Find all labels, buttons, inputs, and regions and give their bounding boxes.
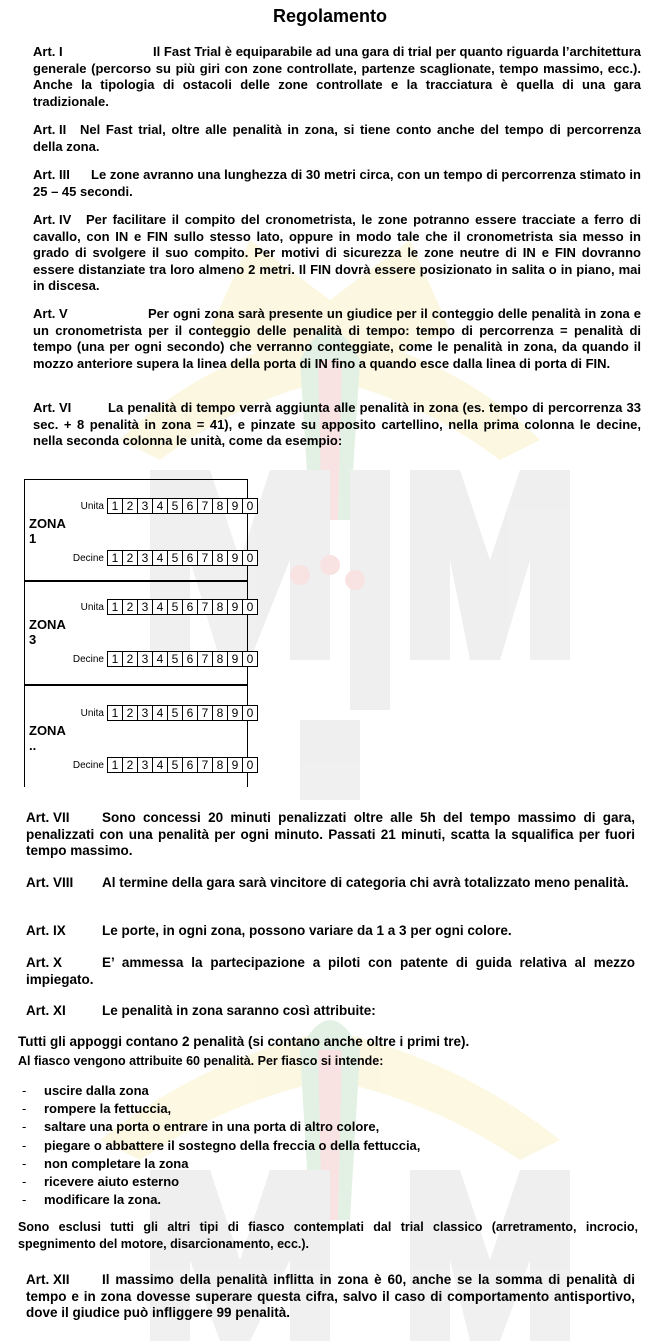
unita-label: Unita bbox=[80, 602, 104, 613]
zone-card bbox=[24, 684, 254, 787]
zona-label: ZONA bbox=[29, 516, 66, 531]
digit-box[interactable]: 4 bbox=[152, 498, 168, 514]
zona-label: ZONA bbox=[29, 617, 66, 632]
article-4 bbox=[33, 212, 641, 295]
appoggi-rule: Tutti gli appoggi contano 2 penalità (si contano anche oltre i primi tre). bbox=[18, 1034, 470, 1049]
digit-box[interactable]: 9 bbox=[227, 550, 243, 566]
zona-number: 1 bbox=[29, 531, 37, 546]
digit-box[interactable]: 2 bbox=[122, 705, 138, 721]
list-item: - saltare una porta o entrare in una porta di altro colore, bbox=[22, 1119, 380, 1135]
digit-box[interactable]: 8 bbox=[212, 599, 228, 615]
unita-label: Unita bbox=[80, 708, 104, 719]
article-text: Al termine della gara sarà vincitore di categoria chi avrà totalizzato meno penalità. bbox=[102, 875, 629, 890]
unita-row bbox=[25, 705, 254, 721]
digit-box[interactable]: 2 bbox=[122, 651, 138, 667]
list-item: - piegare o abbattere il sostegno della freccia o della fettuccia, bbox=[22, 1137, 421, 1153]
decine-label: Decine bbox=[72, 654, 104, 665]
article-label: Art. I bbox=[33, 44, 63, 59]
digit-box[interactable]: 5 bbox=[167, 705, 183, 721]
digit-box[interactable]: 5 bbox=[167, 498, 183, 514]
digit-box[interactable]: 6 bbox=[182, 651, 198, 667]
zona-name bbox=[29, 516, 66, 546]
digit-box[interactable]: 3 bbox=[137, 705, 153, 721]
digit-box[interactable]: 3 bbox=[137, 550, 153, 566]
digit-box[interactable]: 4 bbox=[152, 705, 168, 721]
digit-box[interactable]: 8 bbox=[212, 757, 228, 773]
digit-box[interactable]: 6 bbox=[182, 757, 198, 773]
fiasco-list bbox=[22, 1082, 420, 1209]
article-text: Il Fast Trial è equiparabile ad una gara di trial per quanto riguarda l’architettura generale (percorso su più giri con zone controllate, partenze scaglionate, tempo massimo, ecc.). Anche la tipologia di ostacoli delle zone controllate e la tracciatura è quella di una gara tradizionale. bbox=[33, 44, 641, 109]
zona-number: 3 bbox=[29, 632, 37, 647]
digit-box[interactable]: 8 bbox=[212, 651, 228, 667]
unita-row bbox=[25, 498, 254, 514]
digit-box[interactable]: 4 bbox=[152, 599, 168, 615]
article-label: Art. VII bbox=[26, 810, 70, 825]
article-label: Art. IX bbox=[26, 923, 66, 938]
page-title: Regolamento bbox=[272, 6, 387, 26]
article-12 bbox=[26, 1272, 635, 1322]
digit-box[interactable]: 2 bbox=[122, 550, 138, 566]
list-item: - non completare la zona bbox=[22, 1155, 189, 1171]
digit-box[interactable]: 3 bbox=[137, 757, 153, 773]
article-label: Art. IV bbox=[33, 212, 72, 227]
zone-card bbox=[24, 479, 254, 582]
digit-box[interactable]: 0 bbox=[242, 705, 258, 721]
article-10 bbox=[26, 955, 635, 988]
digit-box[interactable]: 5 bbox=[167, 599, 183, 615]
fiasco-intro: Al fiasco vengono attribuite 60 penalità. Per fiasco si intende: bbox=[18, 1054, 384, 1068]
decine-label: Decine bbox=[72, 553, 104, 564]
digit-box[interactable]: 1 bbox=[107, 498, 123, 514]
article-9 bbox=[26, 923, 635, 940]
article-label: Art. VI bbox=[33, 400, 72, 415]
digit-box[interactable]: 7 bbox=[197, 651, 213, 667]
digit-grid bbox=[107, 705, 258, 721]
article-text: Il massimo della penalità inflitta in zona è 60, anche se la somma di penalità di tempo e in zona dovesse superare questa cifra, salvo il caso di comportamento antisportivo, dove il giudice può infliggere 99 penalità. bbox=[26, 1272, 635, 1321]
digit-grid bbox=[107, 550, 258, 566]
digit-box[interactable]: 5 bbox=[167, 550, 183, 566]
article-text: Sono concessi 20 minuti penalizzati oltre alle 5h del tempo massimo di gara, penalizzati con una penalità per ogni minuto. Passati 21 minuti, scatta la squalifica per fuori tempo massimo. bbox=[26, 810, 635, 859]
digit-box[interactable]: 2 bbox=[122, 498, 138, 514]
article-text: Per ogni zona sarà presente un giudice per il conteggio delle penalità in zona e un cronometrista per il conteggio delle penalità di tempo: tempo di percorrenza = penalità di tempo (una per ogni secondo) che verranno conteggiate, come le penalità in zona, da quando il mozzo anteriore supera la linea della porta di IN fino a quando esce dalla linea di porta di FIN. bbox=[33, 306, 641, 371]
digit-box[interactable]: 8 bbox=[212, 498, 228, 514]
digit-box[interactable]: 9 bbox=[227, 651, 243, 667]
article-label: Art. X bbox=[26, 955, 63, 970]
article-label: Art. XII bbox=[26, 1272, 70, 1287]
unita-label: Unita bbox=[80, 501, 104, 512]
digit-box[interactable]: 5 bbox=[167, 651, 183, 667]
article-text: E’ ammessa la partecipazione a piloti con patente di guida relativa al mezzo impiegato. bbox=[26, 955, 635, 987]
article-text: Le penalità in zona saranno così attribuite: bbox=[102, 1003, 376, 1018]
digit-box[interactable]: 6 bbox=[182, 599, 198, 615]
digit-box[interactable]: 6 bbox=[182, 498, 198, 514]
digit-box[interactable]: 2 bbox=[122, 757, 138, 773]
digit-box[interactable]: 9 bbox=[227, 599, 243, 615]
decine-row bbox=[25, 550, 254, 566]
digit-box[interactable]: 4 bbox=[152, 651, 168, 667]
digit-box[interactable]: 1 bbox=[107, 599, 123, 615]
list-item: - uscire dalla zona bbox=[22, 1083, 149, 1098]
digit-grid bbox=[107, 498, 258, 514]
digit-box[interactable]: 5 bbox=[167, 757, 183, 773]
article-1 bbox=[33, 44, 641, 110]
digit-box[interactable]: 7 bbox=[197, 705, 213, 721]
digit-box[interactable]: 0 bbox=[242, 599, 258, 615]
decine-label: Decine bbox=[72, 760, 104, 771]
article-text: Per facilitare il compito del cronometrista, le zone potranno essere tracciate a ferro di cavallo, con IN e FIN sullo stesso lato, oppure in modo tale che il cronometrista sia messo in grado di svolgere il suo compito. Per motivi di sicurezza le zone neutre di IN e FIN dovranno essere distanziate tra loro almeno 2 metri. Il FIN dovrà essere posizionato in salita o in piano, mai in discesa. bbox=[33, 212, 641, 294]
digit-box[interactable]: 9 bbox=[227, 757, 243, 773]
digit-box[interactable]: 7 bbox=[197, 757, 213, 773]
zone-card bbox=[24, 580, 254, 686]
digit-box[interactable]: 0 bbox=[242, 498, 258, 514]
list-item: - ricevere aiuto esterno bbox=[22, 1174, 180, 1190]
zona-name bbox=[29, 723, 66, 753]
digit-box[interactable]: 1 bbox=[107, 705, 123, 721]
article-label: Art. V bbox=[33, 306, 68, 321]
digit-box[interactable]: 0 bbox=[242, 550, 258, 566]
esclusi-note: Sono esclusi tutti gli altri tipi di fiasco contemplati dal trial classico (arretramento, incrocio, spegnimento del motore, disarcionamento, ecc.). bbox=[18, 1220, 638, 1251]
article-5 bbox=[33, 306, 641, 372]
digit-box[interactable]: 8 bbox=[212, 550, 228, 566]
article-label: Art. III bbox=[33, 167, 70, 182]
article-8 bbox=[26, 875, 635, 892]
digit-box[interactable]: 4 bbox=[152, 550, 168, 566]
digit-box[interactable]: 9 bbox=[227, 705, 243, 721]
article-label: Art. II bbox=[33, 122, 67, 137]
article-label: Art. VIII bbox=[26, 875, 74, 890]
decine-row bbox=[25, 757, 254, 773]
list-item: - rompere la fettuccia, bbox=[22, 1101, 172, 1117]
digit-box[interactable]: 2 bbox=[122, 599, 138, 615]
digit-box[interactable]: 6 bbox=[182, 550, 198, 566]
digit-box[interactable]: 1 bbox=[107, 651, 123, 667]
digit-box[interactable]: 7 bbox=[197, 599, 213, 615]
digit-box[interactable]: 1 bbox=[107, 757, 123, 773]
digit-box[interactable]: 3 bbox=[137, 599, 153, 615]
digit-box[interactable]: 3 bbox=[137, 651, 153, 667]
digit-grid bbox=[107, 599, 258, 615]
digit-box[interactable]: 0 bbox=[242, 651, 258, 667]
list-item: - modificare la zona. bbox=[22, 1192, 162, 1208]
article-text: Le porte, in ogni zona, possono variare da 1 a 3 per ogni colore. bbox=[102, 923, 512, 938]
zona-number: .. bbox=[29, 738, 37, 753]
zona-label: ZONA bbox=[29, 723, 66, 738]
digit-box[interactable]: 6 bbox=[182, 705, 198, 721]
decine-row bbox=[25, 651, 254, 667]
digit-box[interactable]: 7 bbox=[197, 498, 213, 514]
unita-row bbox=[25, 599, 254, 615]
digit-box[interactable]: 4 bbox=[152, 757, 168, 773]
digit-grid bbox=[107, 757, 258, 773]
article-3 bbox=[33, 167, 641, 200]
article-6 bbox=[33, 400, 641, 450]
article-7 bbox=[26, 810, 635, 860]
digit-box[interactable]: 9 bbox=[227, 498, 243, 514]
article-11 bbox=[26, 1003, 635, 1020]
article-text: La penalità di tempo verrà aggiunta alle penalità in zona (es. tempo di percorrenza 33 sec. + 8 penalità in zona = 41), e pinzate su apposito cartellino, nella prima colonna le decine, nella seconda colonna le unità, come da esempio: bbox=[33, 400, 641, 449]
article-2 bbox=[33, 122, 641, 155]
zona-name bbox=[29, 617, 66, 647]
article-label: Art. XI bbox=[26, 1003, 66, 1018]
digit-box[interactable]: 1 bbox=[107, 550, 123, 566]
digit-box[interactable]: 7 bbox=[197, 550, 213, 566]
digit-box[interactable]: 8 bbox=[212, 705, 228, 721]
article-text: Nel Fast trial, oltre alle penalità in zona, si tiene conto anche del tempo di percorrenza della zona. bbox=[33, 122, 641, 154]
digit-grid bbox=[107, 651, 258, 667]
digit-box[interactable]: 0 bbox=[242, 757, 258, 773]
example-cartellino bbox=[24, 479, 254, 786]
digit-box[interactable]: 3 bbox=[137, 498, 153, 514]
article-text: Le zone avranno una lunghezza di 30 metri circa, con un tempo di percorrenza stimato in 25 – 45 secondi. bbox=[33, 167, 641, 199]
